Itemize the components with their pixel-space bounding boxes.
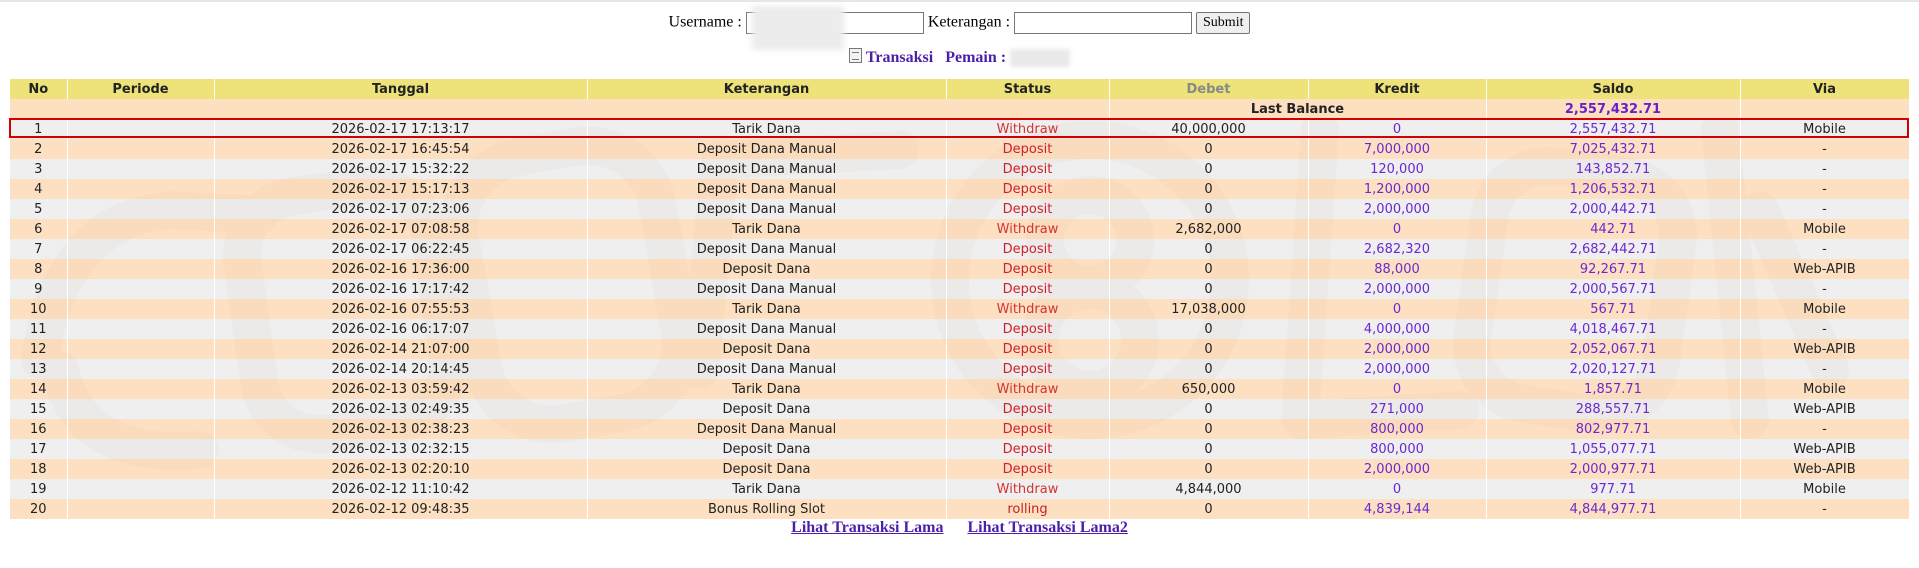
cell-kredit: 0 xyxy=(1308,219,1486,239)
cell-via: - xyxy=(1740,419,1909,439)
col-header-kredit: Kredit xyxy=(1308,79,1486,99)
cell-status: rolling xyxy=(946,499,1109,519)
table-row xyxy=(10,279,1909,299)
cell-debet: 650,000 xyxy=(1109,379,1308,399)
cell-tanggal: 2026-02-17 16:45:54 xyxy=(214,139,587,159)
table-row xyxy=(10,459,1909,479)
cell-tanggal: 2026-02-13 02:38:23 xyxy=(214,419,587,439)
redacted-player-name xyxy=(1010,49,1070,67)
cell-kredit: 2,000,000 xyxy=(1308,459,1486,479)
cell-periode xyxy=(67,439,214,459)
table-row xyxy=(10,119,1909,139)
col-header-status: Status xyxy=(946,79,1109,99)
cell-saldo: 4,018,467.71 xyxy=(1486,319,1740,339)
cell-tanggal: 2026-02-17 15:17:13 xyxy=(214,179,587,199)
cell-no: 8 xyxy=(10,259,67,279)
last-balance-label: Last Balance xyxy=(1109,99,1486,119)
cell-debet: 0 xyxy=(1109,239,1308,259)
cell-keterangan: Deposit Dana xyxy=(587,339,946,359)
cell-status: Deposit xyxy=(946,279,1109,299)
cell-no: 5 xyxy=(10,199,67,219)
username-label: Username : xyxy=(668,13,742,31)
filter-form xyxy=(0,12,1919,38)
table-row xyxy=(10,339,1909,359)
cell-debet: 0 xyxy=(1109,319,1308,339)
cell-tanggal: 2026-02-13 03:59:42 xyxy=(214,379,587,399)
col-header-tanggal: Tanggal xyxy=(214,79,587,99)
cell-tanggal: 2026-02-12 09:48:35 xyxy=(214,499,587,519)
cell-keterangan: Deposit Dana Manual xyxy=(587,199,946,219)
cell-keterangan: Bonus Rolling Slot xyxy=(587,499,946,519)
cell-status: Deposit xyxy=(946,139,1109,159)
cell-debet: 0 xyxy=(1109,399,1308,419)
history-links xyxy=(0,519,1919,537)
col-header-saldo: Saldo xyxy=(1486,79,1740,99)
pemain-label: Pemain : xyxy=(945,49,1007,66)
cell-status: Deposit xyxy=(946,339,1109,359)
cell-saldo: 288,557.71 xyxy=(1486,399,1740,419)
cell-saldo: 442.71 xyxy=(1486,219,1740,239)
cell-saldo: 2,000,567.71 xyxy=(1486,279,1740,299)
cell-tanggal: 2026-02-14 21:07:00 xyxy=(214,339,587,359)
cell-keterangan: Tarik Dana xyxy=(587,299,946,319)
cell-no: 4 xyxy=(10,179,67,199)
cell-status: Deposit xyxy=(946,179,1109,199)
cell-kredit: 4,839,144 xyxy=(1308,499,1486,519)
cell-via: Web-APIB xyxy=(1740,399,1909,419)
cell-keterangan: Deposit Dana Manual xyxy=(587,179,946,199)
cell-status: Deposit xyxy=(946,239,1109,259)
redacted-username xyxy=(752,6,844,50)
top-border xyxy=(0,0,1919,2)
cell-kredit: 800,000 xyxy=(1308,419,1486,439)
cell-via: Mobile xyxy=(1740,379,1909,399)
cell-periode xyxy=(67,159,214,179)
cell-debet: 0 xyxy=(1109,279,1308,299)
cell-periode xyxy=(67,199,214,219)
last-balance-value: 2,557,432.71 xyxy=(1486,99,1740,119)
table-row xyxy=(10,479,1909,499)
cell-debet: 0 xyxy=(1109,199,1308,219)
cell-status: Withdraw xyxy=(946,299,1109,319)
cell-via: Web-APIB xyxy=(1740,459,1909,479)
cell-kredit: 7,000,000 xyxy=(1308,139,1486,159)
cell-via: Web-APIB xyxy=(1740,339,1909,359)
table-row xyxy=(10,199,1909,219)
cell-saldo: 2,000,442.71 xyxy=(1486,199,1740,219)
cell-keterangan: Tarik Dana xyxy=(587,119,946,139)
cell-tanggal: 2026-02-12 11:10:42 xyxy=(214,479,587,499)
cell-saldo: 4,844,977.71 xyxy=(1486,499,1740,519)
cell-kredit: 2,000,000 xyxy=(1308,339,1486,359)
cell-via: - xyxy=(1740,239,1909,259)
cell-status: Deposit xyxy=(946,399,1109,419)
cell-debet: 4,844,000 xyxy=(1109,479,1308,499)
cell-kredit: 800,000 xyxy=(1308,439,1486,459)
cell-periode xyxy=(67,499,214,519)
cell-periode xyxy=(67,179,214,199)
cell-saldo: 1,206,532.71 xyxy=(1486,179,1740,199)
cell-tanggal: 2026-02-17 06:22:45 xyxy=(214,239,587,259)
col-header-debet: Debet xyxy=(1109,79,1308,99)
cell-periode xyxy=(67,419,214,439)
cell-periode xyxy=(67,319,214,339)
last-balance-row xyxy=(10,99,1909,119)
cell-via: Mobile xyxy=(1740,299,1909,319)
cell-periode xyxy=(67,459,214,479)
cell-saldo: 2,557,432.71 xyxy=(1486,119,1740,139)
cell-tanggal: 2026-02-17 07:23:06 xyxy=(214,199,587,219)
cell-debet: 2,682,000 xyxy=(1109,219,1308,239)
cell-tanggal: 2026-02-16 06:17:07 xyxy=(214,319,587,339)
table-row xyxy=(10,259,1909,279)
cell-no: 17 xyxy=(10,439,67,459)
cell-tanggal: 2026-02-14 20:14:45 xyxy=(214,359,587,379)
cell-periode xyxy=(67,359,214,379)
cell-periode xyxy=(67,239,214,259)
cell-debet: 0 xyxy=(1109,499,1308,519)
cell-keterangan: Deposit Dana xyxy=(587,399,946,419)
table-row xyxy=(10,239,1909,259)
cell-kredit: 0 xyxy=(1308,299,1486,319)
table-row xyxy=(10,399,1909,419)
cell-keterangan: Deposit Dana xyxy=(587,459,946,479)
cell-tanggal: 2026-02-13 02:20:10 xyxy=(214,459,587,479)
cell-debet: 0 xyxy=(1109,339,1308,359)
cell-no: 13 xyxy=(10,359,67,379)
cell-status: Withdraw xyxy=(946,119,1109,139)
cell-status: Deposit xyxy=(946,439,1109,459)
cell-no: 15 xyxy=(10,399,67,419)
cell-via: - xyxy=(1740,499,1909,519)
cell-kredit: 0 xyxy=(1308,479,1486,499)
cell-periode xyxy=(67,259,214,279)
cell-saldo: 977.71 xyxy=(1486,479,1740,499)
cell-no: 3 xyxy=(10,159,67,179)
cell-tanggal: 2026-02-17 17:13:17 xyxy=(214,119,587,139)
table-row xyxy=(10,359,1909,379)
cell-via: Web-APIB xyxy=(1740,439,1909,459)
submit-button[interactable]: Submit xyxy=(1196,12,1250,34)
cell-via: Mobile xyxy=(1740,219,1909,239)
table-row xyxy=(10,139,1909,159)
cell-via: Web-APIB xyxy=(1740,259,1909,279)
table-row xyxy=(10,499,1909,519)
cell-periode xyxy=(67,399,214,419)
cell-status: Deposit xyxy=(946,459,1109,479)
transaksi-label: Transaksi xyxy=(865,49,934,66)
cell-keterangan: Deposit Dana Manual xyxy=(587,319,946,339)
cell-kredit: 2,000,000 xyxy=(1308,279,1486,299)
cell-saldo: 2,020,127.71 xyxy=(1486,359,1740,379)
cell-saldo: 567.71 xyxy=(1486,299,1740,319)
cell-debet: 0 xyxy=(1109,259,1308,279)
cell-keterangan: Tarik Dana xyxy=(587,479,946,499)
cell-no: 14 xyxy=(10,379,67,399)
cell-tanggal: 2026-02-16 07:55:53 xyxy=(214,299,587,319)
table-row xyxy=(10,419,1909,439)
cell-kredit: 2,000,000 xyxy=(1308,199,1486,219)
cell-saldo: 92,267.71 xyxy=(1486,259,1740,279)
cell-debet: 0 xyxy=(1109,419,1308,439)
cell-periode xyxy=(67,379,214,399)
cell-tanggal: 2026-02-16 17:17:42 xyxy=(214,279,587,299)
cell-status: Deposit xyxy=(946,319,1109,339)
cell-status: Deposit xyxy=(946,199,1109,219)
cell-keterangan: Deposit Dana Manual xyxy=(587,359,946,379)
cell-status: Deposit xyxy=(946,419,1109,439)
cell-no: 10 xyxy=(10,299,67,319)
cell-keterangan: Tarik Dana xyxy=(587,219,946,239)
cell-keterangan: Deposit Dana Manual xyxy=(587,239,946,259)
cell-debet: 0 xyxy=(1109,139,1308,159)
cell-no: 1 xyxy=(10,119,67,139)
cell-keterangan: Deposit Dana xyxy=(587,439,946,459)
cell-via: - xyxy=(1740,279,1909,299)
cell-keterangan: Deposit Dana Manual xyxy=(587,139,946,159)
cell-kredit: 271,000 xyxy=(1308,399,1486,419)
cell-keterangan: Tarik Dana xyxy=(587,379,946,399)
col-header-periode: Periode xyxy=(67,79,214,99)
cell-kredit: 88,000 xyxy=(1308,259,1486,279)
cell-periode xyxy=(67,219,214,239)
table-row xyxy=(10,159,1909,179)
cell-no: 11 xyxy=(10,319,67,339)
cell-debet: 17,038,000 xyxy=(1109,299,1308,319)
cell-via: - xyxy=(1740,199,1909,219)
cell-debet: 40,000,000 xyxy=(1109,119,1308,139)
cell-periode xyxy=(67,139,214,159)
col-header-via: Via xyxy=(1740,79,1909,99)
cell-kredit: 2,000,000 xyxy=(1308,359,1486,379)
cell-keterangan: Deposit Dana xyxy=(587,259,946,279)
keterangan-label: Keterangan : xyxy=(927,13,1011,31)
table-row xyxy=(10,219,1909,239)
cell-via: Mobile xyxy=(1740,479,1909,499)
cell-saldo: 2,682,442.71 xyxy=(1486,239,1740,259)
cell-status: Deposit xyxy=(946,359,1109,379)
cell-saldo: 1,055,077.71 xyxy=(1486,439,1740,459)
cell-tanggal: 2026-02-17 07:08:58 xyxy=(214,219,587,239)
cell-saldo: 1,857.71 xyxy=(1486,379,1740,399)
cell-no: 9 xyxy=(10,279,67,299)
cell-status: Deposit xyxy=(946,159,1109,179)
cell-periode xyxy=(67,119,214,139)
table-row xyxy=(10,299,1909,319)
cell-saldo: 2,000,977.71 xyxy=(1486,459,1740,479)
table-row xyxy=(10,439,1909,459)
cell-via: - xyxy=(1740,179,1909,199)
table-header-row xyxy=(10,79,1909,99)
cell-saldo: 7,025,432.71 xyxy=(1486,139,1740,159)
cell-status: Withdraw xyxy=(946,379,1109,399)
table-row xyxy=(10,319,1909,339)
keterangan-input[interactable] xyxy=(1014,12,1192,34)
cell-saldo: 143,852.71 xyxy=(1486,159,1740,179)
page-heading xyxy=(0,48,1919,68)
cell-status: Deposit xyxy=(946,259,1109,279)
cell-no: 6 xyxy=(10,219,67,239)
cell-kredit: 0 xyxy=(1308,379,1486,399)
cell-keterangan: Deposit Dana Manual xyxy=(587,159,946,179)
cell-no: 20 xyxy=(10,499,67,519)
col-header-no: No xyxy=(10,79,67,99)
table-row xyxy=(10,179,1909,199)
cell-periode xyxy=(67,479,214,499)
cell-via: - xyxy=(1740,159,1909,179)
cell-kredit: 0 xyxy=(1308,119,1486,139)
cell-via: - xyxy=(1740,319,1909,339)
cell-no: 16 xyxy=(10,419,67,439)
link-lihat-transaksi-lama[interactable]: Lihat Transaksi Lama xyxy=(791,519,944,536)
cell-tanggal: 2026-02-17 15:32:22 xyxy=(214,159,587,179)
cell-kredit: 120,000 xyxy=(1308,159,1486,179)
cell-tanggal: 2026-02-13 02:32:15 xyxy=(214,439,587,459)
cell-debet: 0 xyxy=(1109,439,1308,459)
link-lihat-transaksi-lama2[interactable]: Lihat Transaksi Lama2 xyxy=(967,519,1128,536)
cell-no: 2 xyxy=(10,139,67,159)
cell-debet: 0 xyxy=(1109,359,1308,379)
cell-status: Withdraw xyxy=(946,479,1109,499)
cell-periode xyxy=(67,339,214,359)
cell-periode xyxy=(67,279,214,299)
transaction-table xyxy=(10,79,1910,519)
cell-via: - xyxy=(1740,359,1909,379)
cell-kredit: 1,200,000 xyxy=(1308,179,1486,199)
cell-tanggal: 2026-02-13 02:49:35 xyxy=(214,399,587,419)
cell-saldo: 802,977.71 xyxy=(1486,419,1740,439)
cell-saldo: 2,052,067.71 xyxy=(1486,339,1740,359)
cell-debet: 0 xyxy=(1109,459,1308,479)
cell-no: 19 xyxy=(10,479,67,499)
cell-status: Withdraw xyxy=(946,219,1109,239)
cell-keterangan: Deposit Dana Manual xyxy=(587,419,946,439)
col-header-keterangan: Keterangan xyxy=(587,79,946,99)
table-row xyxy=(10,379,1909,399)
cell-periode xyxy=(67,299,214,319)
cell-kredit: 4,000,000 xyxy=(1308,319,1486,339)
cell-no: 7 xyxy=(10,239,67,259)
cell-no: 18 xyxy=(10,459,67,479)
cell-kredit: 2,682,320 xyxy=(1308,239,1486,259)
cell-no: 12 xyxy=(10,339,67,359)
document-icon xyxy=(849,48,862,63)
cell-via: - xyxy=(1740,139,1909,159)
cell-debet: 0 xyxy=(1109,159,1308,179)
cell-via: Mobile xyxy=(1740,119,1909,139)
cell-keterangan: Deposit Dana Manual xyxy=(587,279,946,299)
cell-tanggal: 2026-02-16 17:36:00 xyxy=(214,259,587,279)
cell-debet: 0 xyxy=(1109,179,1308,199)
